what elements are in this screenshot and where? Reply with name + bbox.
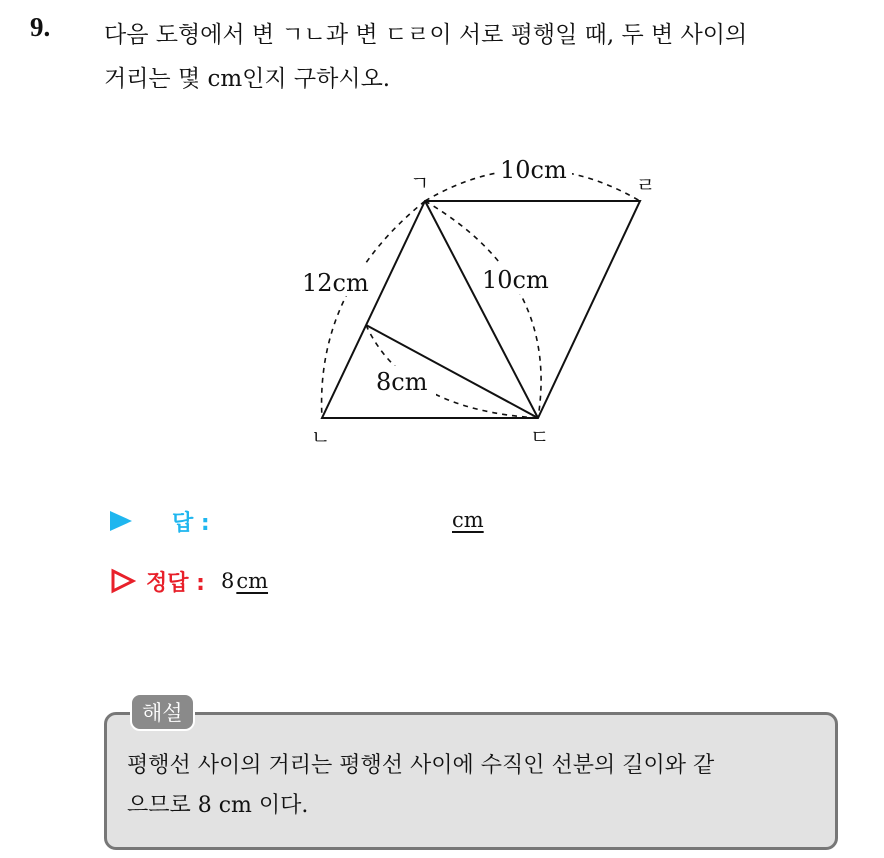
- answer-label: 답 :: [172, 510, 210, 536]
- outline-arrow-icon: [110, 568, 136, 594]
- correct-answer-label: 정답 :: [146, 570, 205, 596]
- vertex-n-label: ㄴ: [311, 425, 331, 449]
- label-perpendicular-length: 8cm: [376, 368, 428, 396]
- vertex-d-label: ㄷ: [530, 425, 550, 449]
- answer-unit: cm: [452, 508, 484, 532]
- question-text: 다음 도형에서 변 ㄱㄴ과 변 ㄷㄹ이 서로 평행일 때, 두 변 사이의 거리는 몇 cm인지 구하시오.: [104, 22, 748, 92]
- vertex-g-label: ㄱ: [410, 171, 430, 195]
- label-diagonal-length: 10cm: [482, 266, 549, 294]
- correct-answer-unit: cm: [236, 569, 269, 593]
- question-number: 9.: [30, 12, 51, 42]
- label-top-length: 10cm: [500, 156, 567, 184]
- explanation-tag: 해설: [130, 693, 195, 731]
- label-left-length: 12cm: [302, 269, 369, 297]
- explanation-text: 평행선 사이의 거리는 평행선 사이에 수직인 선분의 길이와 같 으므로 8 cm 이다.: [127, 753, 715, 818]
- correct-answer-value: 8: [220, 569, 235, 593]
- play-arrow-icon: [110, 511, 132, 531]
- diagonal-segment: [425, 201, 538, 418]
- vertex-r-label: ㄹ: [636, 173, 656, 197]
- correct-answer-row: [110, 566, 268, 596]
- answer-row: [110, 506, 210, 536]
